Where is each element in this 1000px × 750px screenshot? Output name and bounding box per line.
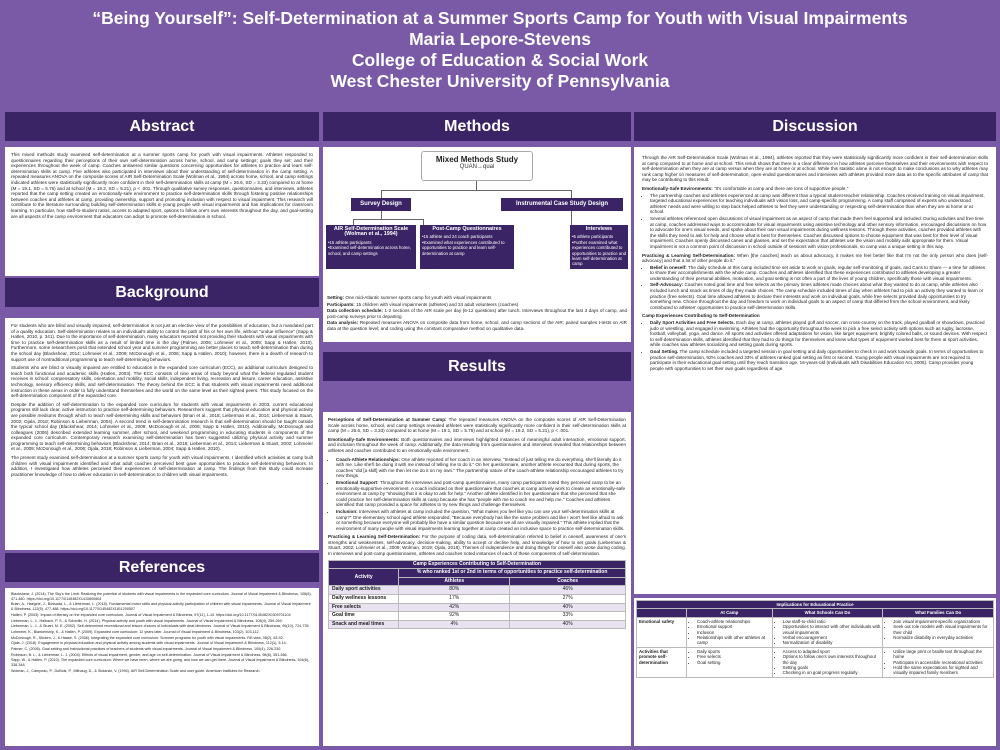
implications-item: • Goal setting bbox=[697, 660, 770, 665]
mixed-methods-title: Mixed Methods Study bbox=[435, 155, 519, 164]
camp-table-caption: Camp Experiences Contributing to Self-Determination bbox=[329, 560, 626, 569]
references-heading: References bbox=[5, 553, 319, 582]
poster-university: West Chester University of Pennsylvania bbox=[330, 71, 670, 91]
implications-cell-camp bbox=[686, 647, 772, 677]
discussion-heading: Discussion bbox=[634, 112, 996, 141]
reference-item: Robinson, B. L., & Lieberman, L. J. (2004). Effects of visual impairment, gender, and age on self-determination. Journal of Visual Impairment & Blindness, 98(6), 351-366. bbox=[11, 652, 288, 657]
discussion-emotional: Emotionally-Safe Environments: "It's comfortable at camp and there are tons of supportive people." bbox=[642, 185, 849, 191]
camp-table-cell-activity: Daily sport activities bbox=[329, 586, 399, 595]
discussion-camp-list bbox=[650, 320, 988, 371]
results-bullet: • Emotional Support: Throughout the interviews and post-camp questionnaires, many camp participants noted they perceived camp to be an emotionally-supportive environment. A coach indicated on their questionnaire that coaches at camp actively work to create an emotionally-safe environment at camp by "showing that it is okay to ask for help." Another athlete identified in her questionnaire that she perceived that she could practice her self-determination skills at camp because she has "people with me to coach me and help me." Coaches and athletes identified that camp provided a space for athletes to try new things and challenge themselves. bbox=[336, 480, 626, 508]
camp-table-col-activity: Activity bbox=[329, 569, 399, 586]
background-p3: Despite the addition of self-determination to the expanded core curriculum for students with visual impairments in 2003, current educational programs still lack clear, active instruction to practice self-determining behaviors. Researchers suggest that physical education and physical activity are possible mediums through which to teach self-determining skills and behaviors (Brian et al., 2018; Lieberman et al., 2014; Lieberman & Stuart, 2002; Ojala, 2018; Robinson & Lieberman, 2004). A second trend in self-determination research is that self-determination should be taught outside the typical school day (Blackshear, 2014; Lohmeier et al., 2009; McDonough et al., 2006; Sapp & Hatlen, 2010). Additionally, McDonough and colleagues (2006) described extended learning summer, after school, and weekend programming in educating students in components of the expanded core curriculum. Contemporary research examining self-determination has been suggested utilizing physical activity and summer programming to teach self-determining behaviors (Blackshear, 2014; Brian et al., 2018; Lieberman et al., 2014; Lieberman & Stuart, 2002; Lohmeier et al., 2009; McDonough et al., 2006; Ojala, 2018; Robinson & Lieberman, 2004; Sapp & Hatlen, 2010). bbox=[11, 401, 313, 452]
results-heading: Results bbox=[323, 352, 631, 381]
mixed-methods-box bbox=[421, 151, 533, 181]
postcamp-title: Post-Camp Questionnaires bbox=[432, 226, 502, 232]
camp-table-row bbox=[329, 620, 626, 629]
implications-item: • Free selects bbox=[697, 654, 770, 659]
connector-line bbox=[476, 181, 477, 190]
implications-cell-schools bbox=[772, 647, 883, 677]
implications-item: • Inclusion bbox=[697, 630, 770, 635]
abstract-text: This mixed methods study examined self-determination at a summer sports camp for youth with visual impairments. Athletes responded to questionnaires regarding their perceptions of their own self-determination across home, school, and camp settings; goals they set; and their experiences throughout the week of camp. Coaches answered similar questions concerning opportunities for athletes to practice and learn self-determination skills at camp. Five athletes also participated in interviews about their understanding of self-determination in the camp setting. A repeated measures ANOVA on the composite scores of AIR Self-Determination Scale (Wolman et al., 1994) across home, school, and camp settings indicated athletes were statistically significantly more confident in their self-determination skills at camp (M = 26.6, SD = 3.33) compared to at home (M = 19.1, SD = 5.76) and at school (M = 19.2, SD = 5.21), p < .001. Through qualitative survey responses, questionnaires, and interviews, athletes reported that the camp setting created an emotionally-safe environment to practice self-determination skills through fostering positive relationships between coaches and athletes at camp, providing ownership, support and promoting inclusion with respect to visual impairment. This research will contribute to the literature surrounding building self-determination skills in young people with visual impairments and has implications for classroom learning. In particular, how staff-to-student ratios, access to adapted sport, options to follow one's own interests throughout the day, and goal-setting are all aspects of the camp environment that educators can adopt to promote self-determination in school. bbox=[11, 152, 313, 219]
camp-table-cell-coaches: 46% bbox=[510, 586, 626, 595]
abstract-heading: Abstract bbox=[5, 112, 319, 141]
survey-design-box: Survey Design bbox=[351, 198, 411, 211]
case-study-design-box: Instrumental Case Study Design bbox=[501, 198, 623, 211]
implications-item: • Emotional support bbox=[697, 624, 770, 629]
camp-table-cell-coaches: 40% bbox=[510, 620, 626, 629]
poster-header bbox=[0, 0, 1000, 103]
postcamp-box bbox=[420, 225, 514, 269]
implications-item: • Normalization of disability bbox=[783, 640, 881, 645]
methods-panel bbox=[323, 147, 631, 342]
implications-item: • Normalize disability in everyday activities bbox=[893, 635, 991, 640]
camp-table-col-coaches: Coaches bbox=[510, 577, 626, 586]
connector-line bbox=[381, 190, 382, 198]
results-practicing: Practicing & Learning Self-Determination: For the purpose of coding data, self-determination referred to belief in oneself, awareness of one's strengths and weaknesses, self-advocacy, decision-making, ability to accept or decline help, and knowledge of how to set goals (Lieberman & Stuart, 2002; Lohmeier et al., 2009; Wolman, 2019; Ojala, 2018). Themes of independence and doing things for oneself also arose during coding. In interviews and post-camp questionnaires, athletes and coaches noted instances of each of these components of self-determination. bbox=[328, 534, 627, 557]
methods-setting: Setting: One mid-Atlantic summer sports camp for youth with visual impairments bbox=[327, 295, 492, 300]
connector-line bbox=[353, 219, 423, 220]
poster-college: College of Education & Social Work bbox=[351, 50, 649, 70]
implications-row bbox=[637, 617, 994, 647]
discussion-practicing-list bbox=[650, 265, 988, 311]
implications-cell-camp bbox=[686, 617, 772, 647]
reference-item: Wolman, J., Campeau, P., DuBois, P., Mithaug, D., & Stolarski, V. (1994). AIR Self-Determination Scale and user guide. American Institutes for Research. bbox=[11, 668, 261, 673]
camp-table-cell-activity: Goal time bbox=[329, 612, 399, 621]
implications-caption: Implications for Educational Practice bbox=[637, 601, 994, 609]
discussion-emotional-list bbox=[650, 193, 988, 250]
discussion-bullet: • Daily Sport Activities and Free Selects. Each day at camp, athletes played golf and soccer, ran cross-country on the track, played goalball or showdown, practiced judo or wrestling, and engaged in swimming. Athletes had the opportunity throughout the week to pick a free select activity with options such as rugby, lacrosse, football, volleyball, yoga, and dance. All sports and activities offered adaptations for vision, like larger equipment, brightly colored balls, or sound devices. With respect to self-determination skills, athletes identified that they had to do things for themselves and knew what types of equipment worked best for them at sport activities, while coaches saw athletes socializing and setting goals during sports. bbox=[650, 320, 988, 348]
implications-item: • Daily sports bbox=[697, 649, 770, 654]
implications-panel bbox=[634, 598, 996, 746]
implications-item: • Coach-athlete relationships bbox=[697, 619, 770, 624]
interviews-item: •Further examined what experiences contributed to opportunities to practice and learn self-determination at camp bbox=[572, 239, 626, 267]
implications-item: • Utilize large print or braille text throughout the home bbox=[893, 649, 991, 660]
implications-corner bbox=[637, 609, 687, 617]
reference-item: Sapp, W., & Hatlen, P. (2010). The expanded core curriculum: Where we have been, where we are going, and how we can get there. Journal of Visual Impairment & Blindness, 104(6), 338-348. bbox=[11, 658, 310, 668]
implications-item: • Verbal encouragement bbox=[783, 635, 881, 640]
camp-table-row bbox=[329, 612, 626, 621]
camp-table-cell-coaches: 40% bbox=[510, 603, 626, 612]
camp-table-cell-activity: Free selects bbox=[329, 603, 399, 612]
air-scale-title: AIR Self-Determination Scale (Wolman et al., 1994) bbox=[333, 226, 409, 238]
discussion-bullet: • The partnership coaches and athletes experienced at camp was different than a typical student-teacher relationship. Coaches received training on visual impairment, targeted educational experiences for teaching individuals with vision loss, and camp-specific programming. A camp staff comprised of experts who understood athletes' needs and were willing to step back helped athletes to feel they were understanding or respecting self-determination than when they are at home or at school. bbox=[650, 193, 988, 215]
results-bullets bbox=[336, 457, 626, 532]
background-p2: Students who are blind or visually impaired are entitled to education in the expanded core curriculum (ECC), an additional curriculum designed to teach both functional and academic skills (Hatlen, 2003). The ECC consists of nine areas of study beyond what the federal regulated student receives in school: compensatory skills, orientation and mobility, social skills, independent living, recreation and leisure, career education, assistive technology, sensory efficiency skills, and self-determination. The theory behind the ECC is that students with visual impairments need additional instruction in these areas in order to fully understand themselves and the world on the same level as their sighted peers. This study focused on the self-determination component of the expanded core. bbox=[11, 365, 313, 399]
results-emotional: Emotionally-Safe Environments: Both questionnaires and interviews highlighted instances of meaningful adult interaction, emotional support, and inclusion throughout the week of camp. Additionally, the data resulting from questionnaires and interviews revealed that relationships between athletes and coaches contributed to an emotionally-safe environment. bbox=[328, 436, 626, 453]
methods-analysis: Data analysis: Repeated measures ANOVA on composite data from home, school, and camp sections of the AIR; paired samples t-tests on AIR data at the question level; and coding using the constant comparative method on qualitative data. bbox=[327, 320, 627, 331]
camp-table-row bbox=[329, 595, 626, 604]
methods-heading: Methods bbox=[323, 112, 631, 141]
implications-item: • Checking in on goal progress regularly bbox=[783, 670, 881, 675]
references-panel bbox=[5, 588, 319, 746]
results-panel bbox=[323, 412, 631, 746]
implications-row-label: Emotional safety bbox=[637, 617, 687, 647]
camp-table-cell-athletes: 92% bbox=[399, 612, 510, 621]
methods-details bbox=[327, 295, 627, 333]
implications-col-camp: At Camp bbox=[686, 609, 772, 617]
implications-item: • Low staff-to-child ratio bbox=[783, 619, 881, 624]
mixed-methods-subtitle: QUAN→qual bbox=[459, 163, 495, 170]
implications-item: • Join visual impairment-specific organizations bbox=[893, 619, 991, 624]
connector-line bbox=[571, 190, 572, 198]
camp-table-cell-activity: Daily wellness lessons bbox=[329, 595, 399, 604]
connector-line bbox=[381, 211, 382, 219]
reference-item: Palmer, C. (2006). Goal setting and instructional practices of teachers of students with visual impairments. Journal of Visual Impairment & Blindness, 100(4), 226-230. bbox=[11, 647, 282, 652]
air-scale-box bbox=[326, 225, 416, 269]
background-p4: The present study examined self-determination at a summer sports camp for youth with visual impairments. I identified which activities at camp built children with visual impairments identified and what adult coaches perceived best gave opportunities to practice self-determining behaviors. In addition, I investigated how athletes perceived their experiences of self-determination at camp. The findings from this study could increase practitioner knowledge of how to deliver education in self-determination to children with visual impairments. bbox=[11, 455, 313, 477]
methods-schedule: Data collection schedule: 1-2 sections of the AIR scale per day (6-12 questions) after lunch. Interviews throughout the last 3 days of camp, and post-camp surveys prior to departing bbox=[327, 308, 627, 319]
implications-item: • Access to adapted sport bbox=[783, 649, 881, 654]
camp-table-cell-athletes: 4% bbox=[399, 620, 510, 629]
implications-item: • Options to follow one's own interests throughout the day bbox=[783, 654, 881, 665]
camp-table-row bbox=[329, 586, 626, 595]
implications-cell-families bbox=[883, 647, 994, 677]
background-p1: For students who are blind and visually impaired, self-determination is not just an elective view of the possibilities of education, but a mandated part of a quality education. Self-determination relates to an individual's ability to control the path of his or her own life, without "undue influence" (Sapp & Hatlen, 2010, p. 341). Due to the importance of self-determination, many educators reported not providing their students with visual impairments with time to practice self-determination skills as a result of limited time in the day (Palmer, 2006; Lohmeier et al., 2009; Sapp & Hatlen, 2010). Furthermore, some researchers posit that extended school year and summer programming are better places to teach self-determination than during the school day (Blackshear, 2014; Lohmeier et al., 2009; McDonough et al., 2006; Sapp & Hatlen, 2010); however, there is a dearth of research to support use of nontraditional programming to teach self-determining behaviors. bbox=[11, 323, 313, 362]
reference-item: Blackshear, J. (2014). The Sky's the Limit: Realizing the potential of students with visual impairments in the expanded core curriculum. Journal of Visual Impairment & Blindness, 108(6), 471-480. https://doi.org/10.1177/0145482X1410800604 bbox=[11, 592, 312, 601]
postcamp-item: •15 athlete and 24 coach participants bbox=[422, 234, 493, 240]
results-bullet: • Coach-Athlete Relationships: One athlete reported of her coach in an interview, "Instead of just telling me do everything, she'll literally do it with me. Like she'll be doing it with me instead of telling me to do it." On her questionnaire, another athlete recounted that during sports, the coaches "did [a skill] with me then let me do it on my own." The partnership nature of the coach-athlete relationship encouraged athletes to try new things. bbox=[336, 457, 626, 479]
implications-table bbox=[636, 600, 994, 678]
discussion-bullet: • Belief in oneself: The daily schedule at this camp included time set aside to work on goals, regular self-monitoring of goals, and Cans to Share — a time for athletes to share their accomplishments with the whole camp. Coaches and athletes identified that these experiences contributed to athletes developing a greater understanding of their personal abilities, motivation, and goal setting is not often a part of the lives of young children, specifically those with visual impairments. bbox=[650, 265, 988, 282]
implications-cell-families bbox=[883, 617, 994, 647]
reference-item: Lieberman, L. J., Haibach, P. S., & Schedlin, H. (2014). Physical activity and youth with visual impairments. Journal of Visual Impairment & Blindness, 108(4), 259-269. bbox=[11, 618, 283, 623]
air-scale-item: •15 athlete participants bbox=[328, 239, 372, 245]
implications-item: • Relationships with other athletes at camp bbox=[697, 635, 770, 646]
implications-item: • Hold the same expectations for sighted and visually impaired family members bbox=[893, 665, 991, 676]
results-bullet: • Inclusion: Interviews with athletes at camp included the question, "What makes you feel like you can use your self-determination skills at camp?" One elementary school aged athlete responded, "Because everybody has like the same problem and like I won't feel like afraid to ask or something because everyone will probably like have a similar question because we all are visually impaired." This athlete implied that the environment of many people with visual impairments learning together at camp created an inclusive space to practice self-determination skills. bbox=[336, 509, 626, 531]
discussion-bullet: • Several athletes referenced open discussions of visual impairment as an aspect of camp that made them feel supported and included. During activities and free time at camp, coaches addressed ways to accommodate for visual impairments using assistive technology and other sensory information, encouraged discussions on how to advocate for one's visual needs, and spoke about their own visual impairments during wellness lessons. Through these activities, coaches provided athletes with the skills they need to ask for help and choose what is best for themselves. Coaches discussed options to choose equipment that was best for their level of visual impairment. Coaches openly discussed canes and glasses, and set the expectation that athletes use the vision and mobility aids appropriate for them. Visual impairment is not a common point of discussion in school outside of sessions with vision professionals, so camp was a unique setting in this way. bbox=[650, 216, 988, 250]
implications-item: • Participate in accessible recreational activities bbox=[893, 660, 991, 665]
connector-line bbox=[571, 211, 572, 225]
poster-title: “Being Yourself”: Self-Determination at a Summer Sports Camp for Youth with Visual Impairments bbox=[92, 8, 908, 28]
camp-table-cell-athletes: 80% bbox=[399, 586, 510, 595]
reference-item: Hatlen, P. (2003). Impact of literacy on the expanded core curriculum. Journal of Visual Impairment & Blindness, 97(11), 1-10. https://doi.org/10.1177/0145482X0309701104 bbox=[11, 612, 291, 617]
background-heading: Background bbox=[5, 278, 319, 307]
reference-item: Brian, A., Haegele, J., Bossada, L., & Lieberman, L. (2018). Fundamental motor skills and physical activity participation of children with visual impairments. Journal of Visual Impairment & Blindness, 112(5), 477-488. https://doi.org/10.1177/0145482X1811200507 bbox=[11, 602, 311, 612]
camp-experiences-table bbox=[328, 560, 626, 630]
discussion-bullet: • Self-Advocacy: Coaches noted goal time and free selects as the primary times athletes made choices about what they wanted to do at camp, while athletes also included lunch and snack as times of day they made choices. The camp schedule included times of day when athletes had to pick an activity they wanted to learn or practice (free selects). Goal time allowed athletes to declare their interests and work on individual goals, while free selects provided daily opportunities to try something new. Choice throughout the day and freedom to work on individual goals to an aspect of camp that differed from the school environment, and likely contributed to athletes' opportunities to practice self-determination skills. bbox=[650, 282, 988, 310]
methods-diagram bbox=[323, 147, 631, 275]
background-panel bbox=[5, 318, 319, 550]
discussion-bullet: • Goal Setting. The camp schedule included a targeted session in goal setting and daily opportunities to check in and work towards goals. In terms of opportunities to practice self-determination, 92% coaches and 33% of athletes ranked goal setting as first or second. Young people with visual impairments are not required to participate in their educational goal setting until they reach transition age, 16-years-old (Individuals with Disabilities Education Act, 2006). Camp provides young people with opportunities to set their own goals regardless of age. bbox=[650, 349, 988, 371]
camp-table-cell-activity: Snack and meal times bbox=[329, 620, 399, 629]
reference-item: Lohmeier, K., Blankenship, K., & Hatlen, P. (2009). Expanded core curriculum: 12 years later. Journal of Visual Impairment & Blindness, 103(2), 103-112. bbox=[11, 629, 260, 634]
camp-table-row bbox=[329, 603, 626, 612]
implications-row bbox=[637, 647, 994, 677]
interviews-item: •5 athlete participants bbox=[572, 234, 614, 240]
implications-item: • Opportunities to interact with other individuals with visual impairments bbox=[783, 624, 881, 635]
abstract-panel bbox=[5, 147, 319, 276]
interviews-title: Interviews bbox=[585, 226, 613, 232]
discussion-intro: Through the AIR Self-Determination Scale (Wolman et al., 1994), athletes reported that they were statistically significantly more confident in their self-determination skills at camp compared to at home and at school. This result shows that there is a clear difference in how athletes perceive themselves and their environments with respect to self-determination when they are at camp versus when they are at home or at school. While this statistic alone is not enough to make conclusions as to why athletes may rank camp higher on measures of self-determination, open-ended questionnaires and interviews with athletes provided more data as to the specific attributes of camp that may be contributing to this result. bbox=[642, 155, 988, 183]
camp-table-col-span: % who ranked 1st or 2nd in terms of opportunities to practice self-determination bbox=[399, 569, 626, 578]
interviews-box bbox=[570, 225, 628, 269]
reference-item: Lieberman, L. J., & Stuart, M. E. (2002). Self-determined recreational and leisure choices of individuals with deaf-blindness. Journal of Visual Impairment & Blindness, 96(10), 724-735. bbox=[11, 624, 310, 629]
camp-table-cell-athletes: 42% bbox=[399, 603, 510, 612]
discussion-camp-experiences: Camp Experiences Contributing to Self-Determination bbox=[642, 313, 760, 319]
poster-author: Maria Lepore-Stevens bbox=[409, 29, 591, 49]
implications-cell-schools bbox=[772, 617, 883, 647]
postcamp-item: •Examined what experiences contributed to opportunities to practice and learn self-determination at camp bbox=[422, 239, 505, 256]
air-scale-item: •Examined self-determination across home, school, and camp settings bbox=[328, 245, 411, 256]
implications-col-schools: What Schools Can Do bbox=[772, 609, 883, 617]
camp-table-cell-coaches: 33% bbox=[510, 612, 626, 621]
reference-item: Ojala, J. (2018). Engagement in physical education and physical activity among students with visual impairments. Journal of Visual Impairment & Blindness, 112(1), 5-14. bbox=[11, 641, 287, 646]
camp-table-col-athletes: Athletes bbox=[399, 577, 510, 586]
discussion-practicing: Practicing & Learning Self-Determination: When [the coaches] teach us about advocacy, it makes me feel better like that I'm not the only person who does [self-advocacy] and that a lot of other people do it." bbox=[642, 252, 988, 264]
implications-row-label: Activities that promote self-determination bbox=[637, 647, 687, 677]
reference-item: McDonough, R., Sticken, J., & Haase, S. (2006). Integrating the expanded core curriculum: Summer programs for youth with visual impairments. RE:view, 38(2), 83-92. bbox=[11, 635, 284, 640]
camp-table-cell-coaches: 27% bbox=[510, 595, 626, 604]
methods-participants: Participants: 15 children with visual impairments (athletes) and 24 adult volunteers (coaches) bbox=[327, 301, 519, 307]
implications-item: • Setting goals bbox=[783, 665, 881, 670]
results-perceptions: Perceptions of Self-Determination at Summer Camp: The repeated measures ANOVA on the composite scores of AIR Self-Determination Scale across home, school, and camp settings revealed athletes were statistically significantly more confident in their self-determination skills at camp (M = 26.6, SD = 3.33) compared to at home (M = 19.1, SD = 5.76) and at school (M = 19.2, SD = 5.21), p < .001. bbox=[328, 417, 626, 434]
discussion-panel bbox=[634, 147, 996, 594]
connector-line bbox=[381, 190, 571, 191]
camp-table-cell-athletes: 17% bbox=[399, 595, 510, 604]
implications-item: • Seek out role models with visual impairments for their child bbox=[893, 624, 991, 635]
implications-col-families: What Families Can Do bbox=[883, 609, 994, 617]
